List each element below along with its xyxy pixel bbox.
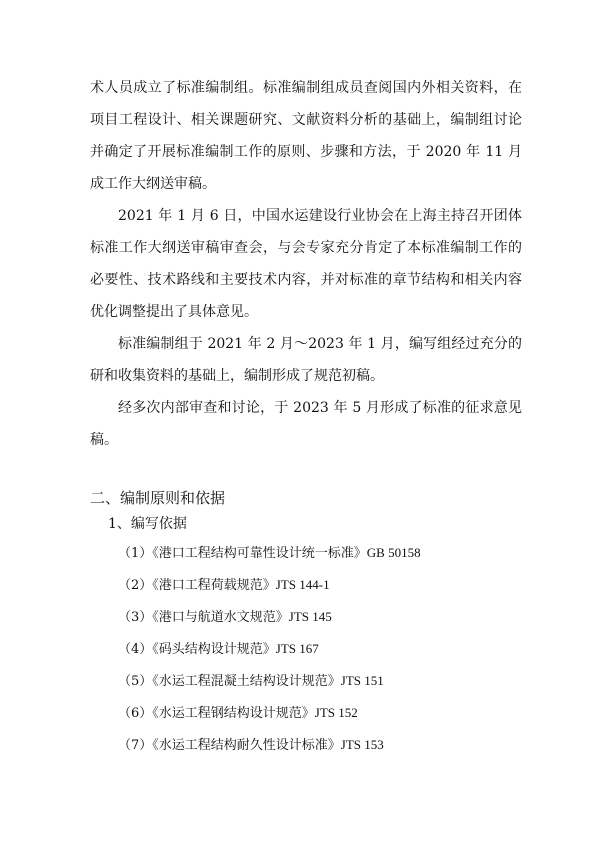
reference-code: JTS 145 <box>288 609 332 624</box>
body-paragraph-4 <box>90 392 522 456</box>
section-compilation-principles <box>90 484 522 761</box>
document-body <box>90 72 522 761</box>
reference-item <box>118 729 522 761</box>
paragraph-line: 成工作大纲送审稿。 <box>90 176 216 192</box>
reference-title: 《水运工程钢结构设计规范》 <box>152 706 315 721</box>
reference-item <box>118 633 522 665</box>
reference-number: （6） <box>118 706 153 721</box>
paragraph-line: 标准工作大纲送审稿审查会，与会专家充分肯定了本标准编制工作的 <box>90 240 522 256</box>
paragraph-line: 标准编制组于 2021 年 2 月～2023 年 1 月，编写组经过充分的 <box>118 336 522 352</box>
paragraph-line: 必要性、技术路线和主要技术内容，并对标准的章节结构和相关内容 <box>90 272 522 288</box>
reference-item <box>118 665 522 697</box>
reference-number: （4） <box>118 642 153 657</box>
body-paragraph-1 <box>90 72 522 200</box>
reference-number: （1） <box>118 546 153 561</box>
reference-code: JTS 167 <box>275 641 319 656</box>
reference-title: 《水运工程结构耐久性设计标准》 <box>152 738 341 753</box>
reference-number: （7） <box>118 738 153 753</box>
reference-item <box>118 537 522 569</box>
paragraph-line: 稿。 <box>90 432 118 448</box>
subsection-heading: 1、编写依据 <box>108 516 187 532</box>
reference-item <box>118 601 522 633</box>
reference-code: JTS 144-1 <box>275 577 330 592</box>
reference-title: 《港口工程结构可靠性设计统一标准》 <box>152 546 367 561</box>
reference-item <box>118 697 522 729</box>
reference-code: JTS 151 <box>340 673 384 688</box>
reference-item <box>118 569 522 601</box>
paragraph-line: 经多次内部审查和讨论，于 2023 年 5 月形成了标准的征求意见 <box>118 400 522 416</box>
section-heading: 二、编制原则和依据 <box>90 489 226 507</box>
reference-code: JTS 153 <box>340 737 384 752</box>
reference-code: JTS 152 <box>314 705 358 720</box>
paragraph-line: 研和收集资料的基础上，编制形成了规范初稿。 <box>90 368 384 384</box>
reference-code: GB 50158 <box>366 545 421 560</box>
paragraph-line: 术人员成立了标准编制组。标准编制组成员查阅国内外相关资料，在 <box>90 80 522 96</box>
reference-number: （3） <box>118 610 153 625</box>
body-paragraph-2 <box>90 200 522 328</box>
paragraph-line: 项目工程设计、相关课题研究、文献资料分析的基础上，编制组讨论 <box>90 112 522 128</box>
reference-list <box>90 537 522 761</box>
reference-number: （5） <box>118 674 153 689</box>
reference-title: 《码头结构设计规范》 <box>152 642 276 657</box>
body-paragraph-3 <box>90 328 522 392</box>
paragraph-line: 优化调整提出了具体意见。 <box>90 304 258 320</box>
reference-title: 《水运工程混凝土结构设计规范》 <box>152 674 341 689</box>
paragraph-line: 2021 年 1 月 6 日，中国水运建设行业协会在上海主持召开团体 <box>118 208 522 224</box>
reference-number: （2） <box>118 578 153 593</box>
paragraph-line: 并确定了开展标准编制工作的原则、步骤和方法，于 2020 年 11 月 <box>90 144 522 160</box>
reference-title: 《港口与航道水文规范》 <box>152 610 289 625</box>
reference-title: 《港口工程荷载规范》 <box>152 578 276 593</box>
